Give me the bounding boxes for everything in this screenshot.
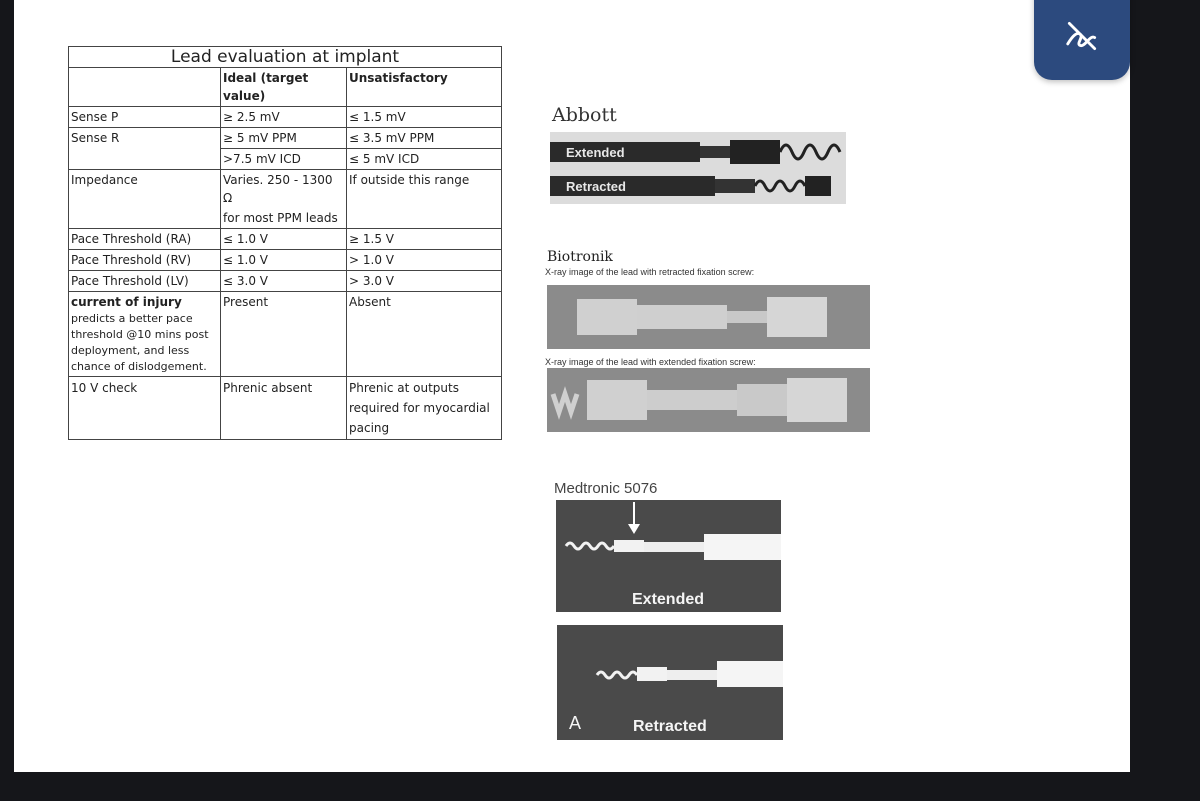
table-row [69, 292, 502, 377]
pen-off-button[interactable] [1034, 0, 1130, 80]
param-cell: Pace Threshold (RV) [69, 250, 221, 271]
unsat-cell: Absent [347, 292, 502, 377]
ideal-cell: Present [221, 292, 347, 377]
biotronik-caption-extended: X-ray image of the lead with extended fixation screw: [545, 357, 756, 367]
medtronic-retracted-label: Retracted [633, 718, 707, 735]
param-cell: Impedance [69, 170, 221, 209]
biotronik-label: Biotronik [547, 249, 613, 265]
unsat-cell [347, 208, 502, 229]
unsat-cell: If outside this range [347, 170, 502, 209]
header-unsatisfactory: Unsatisfactory [347, 68, 502, 107]
param-cell: Pace Threshold (RA) [69, 229, 221, 250]
table-row [69, 170, 502, 209]
medtronic-extended-label: Extended [632, 591, 705, 608]
unsat-cell: > 3.0 V [347, 271, 502, 292]
unsat-cell: Phrenic at outputs required for myocardial pacing [347, 377, 502, 440]
header-blank [69, 68, 221, 107]
biotronik-retracted-image [547, 285, 870, 349]
ideal-cell: ≤ 1.0 V [221, 229, 347, 250]
lead-evaluation-table [68, 46, 502, 440]
table-row [69, 128, 502, 149]
param-cell: Pace Threshold (LV) [69, 271, 221, 292]
unsat-cell: ≤ 1.5 mV [347, 107, 502, 128]
abbott-retracted-label: Retracted [566, 179, 626, 194]
abbott-lead-image [550, 132, 846, 204]
param-cell: 10 V check [69, 377, 221, 440]
table-row [69, 271, 502, 292]
param-cell [69, 292, 221, 377]
biotronik-extended-image [547, 368, 870, 432]
biotronik-caption-retracted: X-ray image of the lead with retracted fixation screw: [545, 267, 755, 277]
medtronic-panel-letter: A [569, 713, 582, 733]
table-title-row [69, 47, 502, 68]
medtronic-retracted-image [557, 625, 783, 740]
ideal-cell: for most PPM leads [221, 208, 347, 229]
ideal-cell: Varies. 250 - 1300 Ω [221, 170, 347, 209]
table-row [69, 250, 502, 271]
table-row [69, 377, 502, 440]
ideal-cell: >7.5 mV ICD [221, 149, 347, 170]
document-page [14, 0, 1130, 772]
ideal-cell: ≤ 3.0 V [221, 271, 347, 292]
ideal-cell: Phrenic absent [221, 377, 347, 440]
param-cell [69, 208, 221, 229]
abbott-label: Abbott [552, 104, 617, 126]
pen-off-icon [1063, 17, 1101, 55]
table-header-row [69, 68, 502, 107]
unsat-cell: > 1.0 V [347, 250, 502, 271]
table-row [69, 229, 502, 250]
unsat-cell: ≤ 3.5 mV PPM [347, 128, 502, 149]
unsat-cell: ≤ 5 mV ICD [347, 149, 502, 170]
medtronic-label: Medtronic 5076 [554, 480, 658, 497]
ideal-cell: ≥ 5 mV PPM [221, 128, 347, 149]
unsat-cell: ≥ 1.5 V [347, 229, 502, 250]
table-title: Lead evaluation at implant [69, 47, 502, 68]
ideal-cell: ≥ 2.5 mV [221, 107, 347, 128]
param-cell [69, 149, 221, 170]
injury-note: predicts a better pace threshold @10 mins post deployment, and less chance of dislodgement. [71, 312, 209, 373]
param-cell: Sense P [69, 107, 221, 128]
table-row [69, 149, 502, 170]
table-row [69, 107, 502, 128]
ideal-cell: ≤ 1.0 V [221, 250, 347, 271]
injury-title: current of injury [71, 295, 182, 309]
header-ideal: Ideal (target value) [221, 68, 347, 107]
medtronic-extended-image [556, 500, 781, 612]
param-cell: Sense R [69, 128, 221, 149]
table-row [69, 208, 502, 229]
abbott-extended-label: Extended [566, 145, 625, 160]
